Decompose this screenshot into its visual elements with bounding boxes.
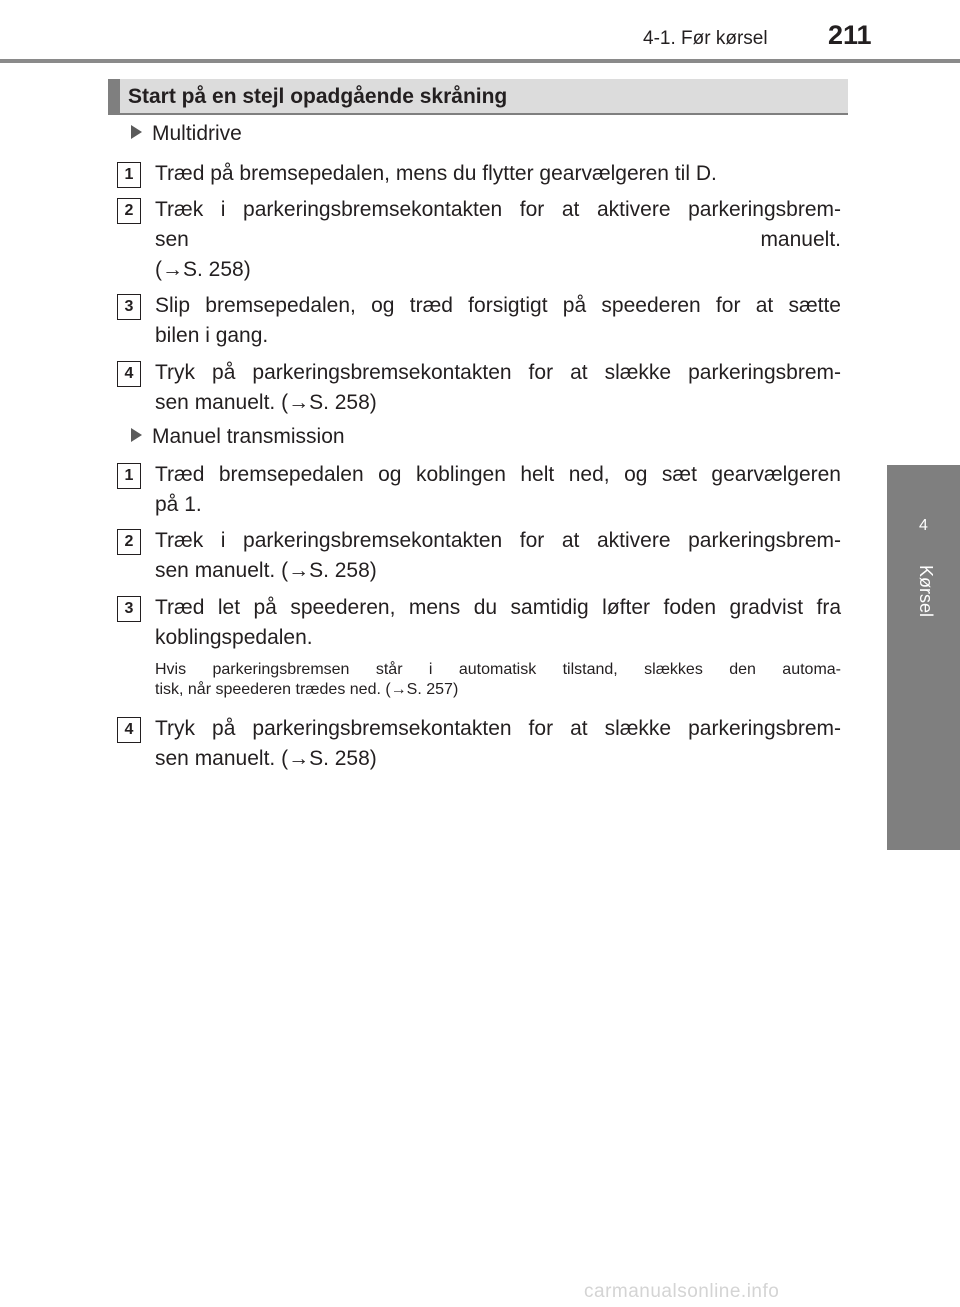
banner-title: Start på en stejl opadgående skråning <box>128 85 508 108</box>
step-text <box>155 593 841 653</box>
subheading-manual <box>131 425 345 449</box>
text-line: sen manuelt. (→S. 258) <box>155 559 377 582</box>
text-line: Tryk på parkeringsbremsekontakten for at slække parkeringsbrem- <box>155 361 841 384</box>
subheading-multidrive <box>131 122 242 146</box>
triangle-bullet-icon <box>131 428 142 442</box>
step-text <box>155 195 841 285</box>
triangle-bullet-icon <box>131 125 142 139</box>
chapter-tab <box>887 465 960 850</box>
header-divider <box>0 59 960 63</box>
banner-accent-bar <box>108 79 120 113</box>
page-number: 211 <box>828 20 872 50</box>
step-text <box>155 291 841 351</box>
step-text <box>155 526 841 586</box>
section-title: 4-1. Før kørsel <box>643 28 768 49</box>
chapter-label: Kørsel <box>916 565 936 618</box>
text-line: Træd bremsepedalen og koblingen helt ned, og sæt gearvælgeren <box>155 463 841 486</box>
subheading-text: Manuel transmission <box>152 425 345 448</box>
text-line: Træd let på speederen, mens du samtidig løfter foden gradvist fra <box>155 596 841 619</box>
text-line: (→S. 258) <box>155 258 251 281</box>
text-line: på 1. <box>155 493 202 516</box>
subheading-text: Multidrive <box>152 122 242 145</box>
step-text <box>155 358 841 418</box>
text-line: Træk i parkeringsbremsekontakten for at aktivere parkeringsbrem- <box>155 529 841 552</box>
text-line: Tryk på parkeringsbremsekontakten for at slække parkeringsbrem- <box>155 717 841 740</box>
text-line: bilen i gang. <box>155 324 269 347</box>
step-note <box>155 660 841 700</box>
text-line: koblingspedalen. <box>155 626 313 649</box>
text-line: Træk i parkeringsbremsekontakten for at aktivere parkeringsbrem- <box>155 198 841 221</box>
step-number-badge: 2 <box>117 529 141 555</box>
step-text <box>155 460 841 520</box>
step-text <box>155 159 841 189</box>
section-banner <box>108 79 848 115</box>
text-line: sen manuelt. <box>155 228 841 251</box>
text-line: Slip bremsepedalen, og træd forsigtigt på speederen for at sætte <box>155 294 841 317</box>
note-line: Hvis parkeringsbremsen står i automatisk tilstand, slækkes den automa- <box>155 661 841 678</box>
chapter-number: 4 <box>919 517 928 534</box>
step-number-badge: 3 <box>117 596 141 622</box>
text-line: sen manuelt. (→S. 258) <box>155 747 377 770</box>
note-line: tisk, når speederen trædes ned. (→S. 257) <box>155 681 459 698</box>
step-number-badge: 2 <box>117 198 141 224</box>
text-line: Træd på bremsepedalen, mens du flytter gearvælgeren til D. <box>155 162 717 185</box>
step-number-badge: 4 <box>117 361 141 387</box>
step-number-badge: 1 <box>117 463 141 489</box>
watermark: carmanualsonline.info <box>584 1281 780 1302</box>
step-number-badge: 4 <box>117 717 141 743</box>
step-number-badge: 1 <box>117 162 141 188</box>
step-number-badge: 3 <box>117 294 141 320</box>
text-line: sen manuelt. (→S. 258) <box>155 391 377 414</box>
step-text <box>155 714 841 774</box>
